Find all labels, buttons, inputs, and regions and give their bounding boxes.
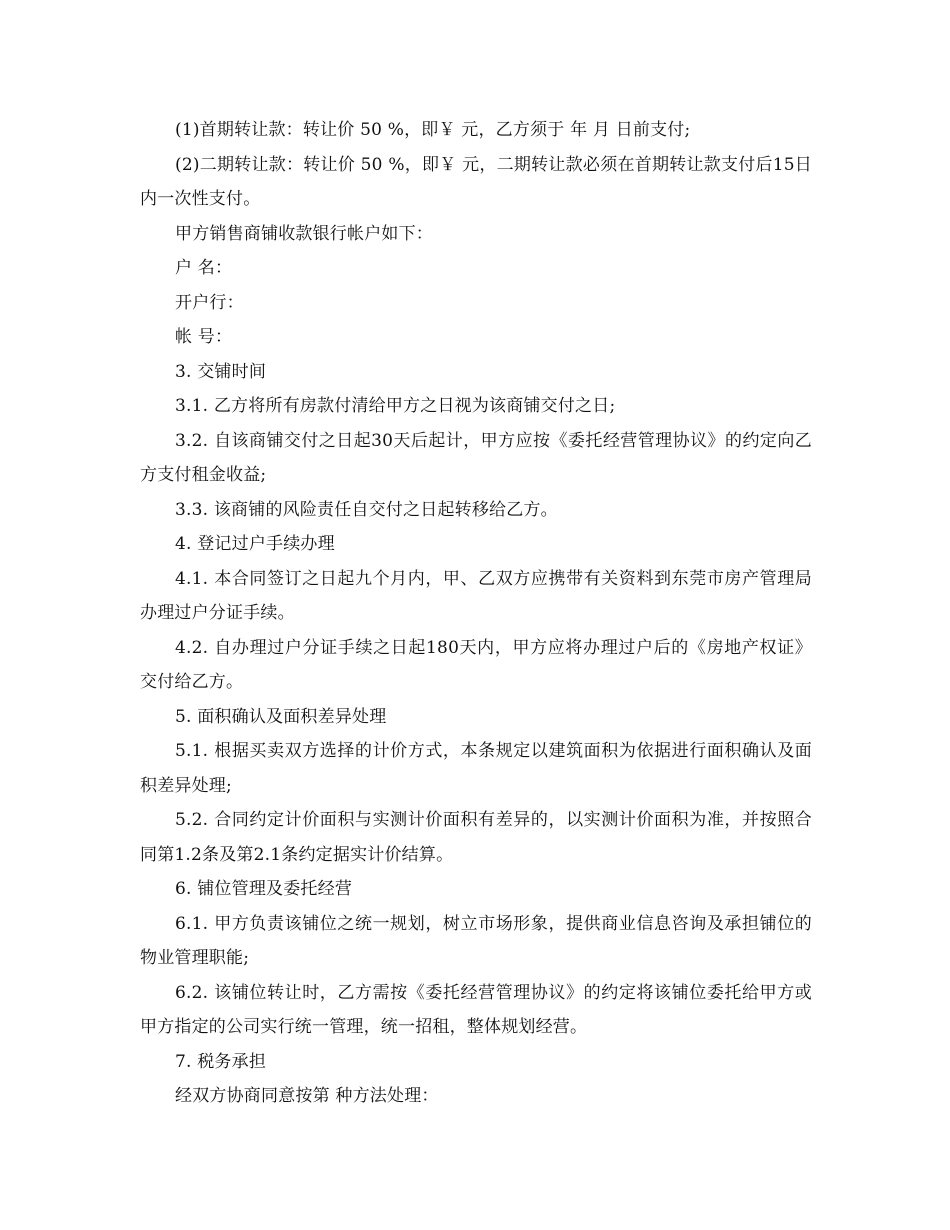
clause-3-1: 3.1. 乙方将所有房款付清给甲方之日视为该商铺交付之日; [175, 396, 616, 416]
clause-6-2: 6.2. 该铺位转让时，乙方需按《委托经营管理协议》的约定将该铺位委托给甲方或甲方指定的公司实行统一管理，统一招租，整体规划经营。 [140, 982, 812, 1037]
paragraph-first-payment: (1)首期转让款：转让价 50 %，即￥ 元，乙方须于 年 月 日前支付; [175, 120, 691, 140]
paragraph-bank-account-intro: 甲方销售商铺收款银行帐户如下： [175, 223, 433, 244]
clause-4-1: 4.1. 本合同签订之日起九个月内，甲、乙双方应携带有关资料到东莞市房产管理局办理过户分证手续。 [140, 568, 812, 623]
clause-5-1: 5.1. 根据买卖双方选择的计价方式，本条规定以建筑面积为依据进行面积确认及面积差异处理; [140, 741, 812, 796]
clause-6-1: 6.1. 甲方负责该铺位之统一规划，树立市场形象，提供商业信息咨询及承担铺位的物业管理职能; [140, 913, 812, 968]
paragraph-second-payment: (2)二期转让款：转让价 50 %，即￥ 元，二期转让款必须在首期转让款支付后15日内一次性支付。 [140, 154, 812, 209]
clause-4-2: 4.2. 自办理过户分证手续之日起180天内，甲方应将办理过户后的《房地产权证》交付给乙方。 [140, 637, 812, 692]
section-heading-7: 7. 税务承担 [175, 1051, 267, 1072]
section-heading-3: 3. 交铺时间 [175, 361, 267, 382]
section-heading-4: 4. 登记过户手续办理 [175, 534, 335, 554]
section-heading-6: 6. 铺位管理及委托经营 [175, 879, 353, 899]
document-body [140, 113, 812, 1114]
paragraph-tax-method: 经双方协商同意按第 种方法处理： [175, 1086, 439, 1106]
clause-5-2: 5.2. 合同约定计价面积与实测计价面积有差异的，以实测计价面积为准，并按照合同第1.2条及第2.1条约定据实计价结算。 [140, 810, 812, 865]
clause-3-2: 3.2. 自该商铺交付之日起30天后起计，甲方应按《委托经营管理协议》的约定向乙方支付租金收益; [140, 430, 812, 485]
section-heading-5: 5. 面积确认及面积差异处理 [175, 706, 387, 727]
paragraph-account-bank: 开户行： [175, 292, 244, 313]
paragraph-account-number: 帐 号： [175, 327, 233, 347]
clause-3-3: 3.3. 该商铺的风险责任自交付之日起转移给乙方。 [175, 499, 558, 520]
paragraph-account-name: 户 名： [175, 258, 233, 278]
